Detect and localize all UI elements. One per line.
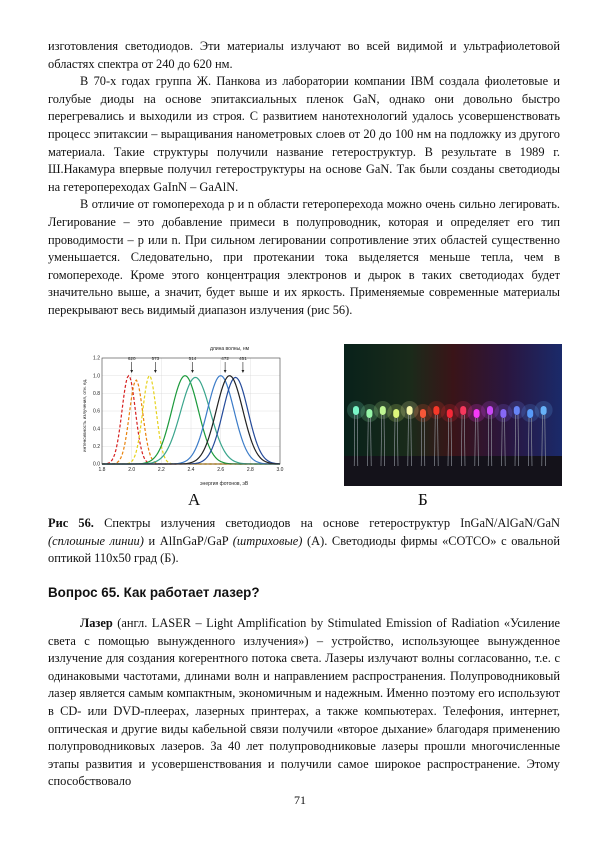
chart-x-tick-label: 2.4 xyxy=(187,467,195,473)
chart-wavelength-label: 451 xyxy=(239,356,247,361)
paragraph-1: изготовления светодиодов. Эти материалы излучают во всей видимой и ультрафиолетовой областях спектра от 240 до 620 нм. xyxy=(48,39,560,71)
caption-text-2: и AlInGaP/GaP xyxy=(143,533,233,548)
led-bulb xyxy=(474,409,480,418)
spectrum-chart xyxy=(80,340,288,490)
led-photo-svg xyxy=(344,344,562,486)
chart-x-tick-label: 2.6 xyxy=(217,467,225,473)
chart-y-tick-label: 1.0 xyxy=(93,373,100,380)
chart-wavelength-label: 573 xyxy=(151,356,160,361)
chart-y-axis-label: интенсивность излучения, отн. ед. xyxy=(82,378,87,452)
paragraph-4 xyxy=(48,615,560,791)
chart-wavelength-arrowhead xyxy=(242,370,245,373)
led-bulb xyxy=(366,409,372,418)
paragraph-3: В отличие от гомоперехода p и n области гетероперехода можно очень сильно легировать. Легирование – это добавление примеси в полупроводник, которая и определяет его тип проводимости – p или n. При сильном легировании сопротивление этих областей существенно уменьшается. Следовательно, при протекании тока выделяется меньше тепла, чем в гомопереходе. Кроме этого концентрация электронов и дырок в таких светодиодах будет значительно выше, а значит, будет выше и их яркость. Применяемые современные материалы перекрывают весь видимый диапазон излучения (рис 56). xyxy=(48,197,560,317)
chart-x-tick-label: 2.2 xyxy=(157,467,165,473)
term-laser: Лазер xyxy=(80,616,113,630)
chart-wavelength-label: 514 xyxy=(188,356,197,361)
led-bulb xyxy=(500,409,506,418)
chart-y-tick-label: 0.0 xyxy=(93,461,100,468)
led-bulb xyxy=(353,406,359,415)
led-bulb xyxy=(541,406,547,415)
caption-italic-1: (сплошные линии) xyxy=(48,533,144,548)
led-bulb xyxy=(447,409,453,418)
chart-y-tick-label: 0.2 xyxy=(93,443,100,450)
chart-x-tick-label: 2.8 xyxy=(246,467,254,473)
caption-number: Рис 56. xyxy=(48,516,94,530)
caption-text-3: (А). Светодиоды фирмы «COTCO» с овальной оптикой 110x50 град (Б). xyxy=(48,533,560,566)
chart-title: длина волны, нм xyxy=(210,346,250,352)
caption-text-1: Спектры излучения светодиодов на основе гетероструктур InGaN/AlGaN/GaN xyxy=(93,516,560,530)
chart-x-axis-label: энергия фотонов, эВ xyxy=(200,481,249,487)
page-number: 71 xyxy=(294,793,306,807)
led-photo xyxy=(344,344,562,486)
led-bulb xyxy=(380,406,386,415)
led-bulb xyxy=(487,406,493,415)
figure-label-b: Б xyxy=(418,490,428,509)
led-bulb xyxy=(420,409,426,418)
chart-wavelength-label: 620 xyxy=(127,356,136,361)
led-bulb xyxy=(407,406,413,415)
chart-x-tick-label: 1.8 xyxy=(98,467,106,473)
paragraph-4-text: (англ. LASER – Light Amplification by Stimulated Emission of Radiation «Усиление света с помощью вынужденного излучения») – устройство, использующее вынужденное излучение для создания когерентного потока света. Лазеры излучают волны согласованно, т.е. с одинаковыми частотами, длинами волн и направлением распространения. Полупроводниковый лазер является самым компактным, экономичным и надежным. Именно поэтому его используют в CD- или DVD-плеерах, лазерных принтерах, а также компьютерах. Телефония, интернет, оптическая и другие виды кабельной связи получили «второе дыхание» благодаря применению полупроводниковых лазеров. За 40 лет полупроводниковые лазеры прошли многочисленные этапы развития и усовершенствования и получили самое широкое распространение. Этому способствовало xyxy=(48,616,560,789)
caption-italic-2: (штриховые) xyxy=(232,533,303,548)
led-bulb xyxy=(460,406,466,415)
photo-base xyxy=(344,456,562,486)
chart-y-tick-label: 1.2 xyxy=(93,355,100,362)
body-text-top xyxy=(48,38,560,320)
chart-wavelength-arrowhead xyxy=(191,370,194,373)
chart-y-tick-label: 0.8 xyxy=(93,390,100,397)
chart-wavelength-arrowhead xyxy=(130,370,133,373)
chart-wavelength-arrowhead xyxy=(224,370,227,373)
chart-wavelength-arrowhead xyxy=(154,370,157,373)
paragraph-2: В 70-х годах группа Ж. Панкова из лаборатории компании IBM создала фиолетовые и голубые диоды на основе эпитаксиальных пленок GaN, однако они довольно быстро перегревались и выходили из строя. С развитием нанотехнологий удалось усовершенствовать процесс эпитаксии – выращивания нанометровых слоев от 20 до 100 нм на подложку из другого материала. Такие структуры получили название гетероструктур. В результате в 1989 г. Ш.Накамура впервые получил гетероструктуры на основе GaN. Так были созданы светодиоды на гетеропереходах GaInN – GaAlN. xyxy=(48,74,560,194)
figure-caption xyxy=(48,515,560,568)
led-bulb xyxy=(393,409,399,418)
chart-wavelength-label: 472 xyxy=(221,356,229,361)
chart-x-tick-label: 2.0 xyxy=(128,467,136,473)
led-bulb xyxy=(527,409,533,418)
led-bulb xyxy=(514,406,520,415)
spectrum-chart-svg xyxy=(80,340,288,490)
led-bulb xyxy=(433,406,439,415)
figure-label-a: А xyxy=(188,490,201,509)
section-heading: Вопрос 65. Как работает лазер? xyxy=(48,585,260,600)
body-text-bottom xyxy=(48,615,560,791)
chart-x-tick-label: 3.0 xyxy=(276,467,284,473)
chart-y-tick-label: 0.6 xyxy=(93,408,100,415)
chart-y-tick-label: 0.4 xyxy=(93,426,100,433)
figure-56 xyxy=(0,340,600,510)
